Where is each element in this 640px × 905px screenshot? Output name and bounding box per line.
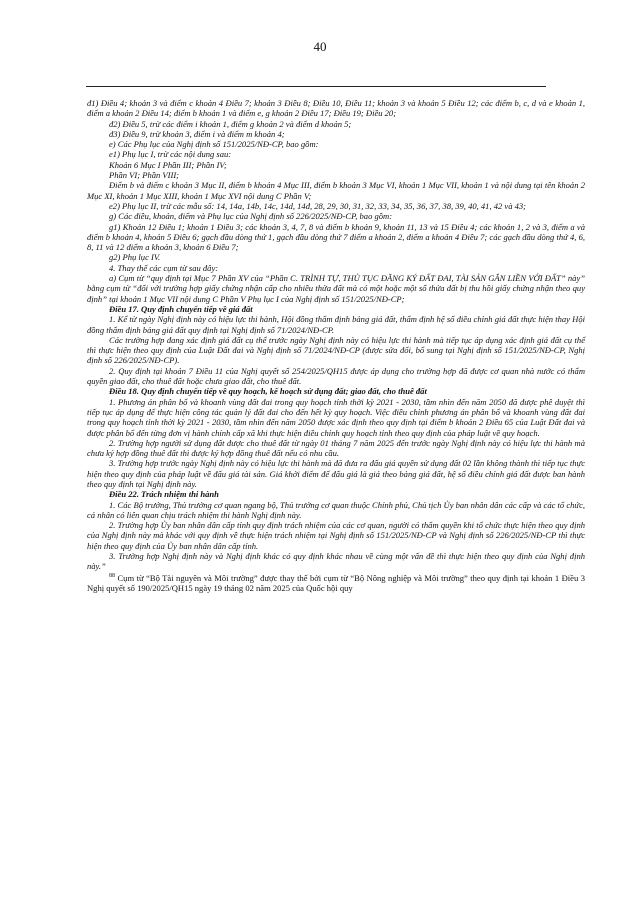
paragraph-e1-item-3: Điểm b và điểm c khoản 3 Mục II, điểm b khoản 4 Mục III, điểm b khoản 3 Mục VI, khoản 1 Mục VII, khoản 1 và nội dung tại tên khoản 2 Mục XI, khoản 1 Mục XIII, khoản 1 Mục XVI nội dung C Phần V; — [87, 180, 585, 201]
paragraph-d3: đ3) Điều 9, trừ khoản 3, điểm i và điểm m khoản 4; — [109, 128, 285, 139]
paragraph-g2: g2) Phụ lục IV. — [109, 252, 161, 263]
article-22-heading: Điều 22. Trách nhiệm thi hành — [109, 489, 219, 500]
article-17-heading: Điều 17. Quy định chuyển tiếp về giá đất — [109, 303, 253, 314]
paragraph-d1: đ1) Điều 4; khoản 3 và điểm c khoản 4 Điều 7; khoản 3 Điều 8; Điều 10, Điều 11; khoản 3 và khoản 5 Điều 12; các điểm b, c, d và e khoản 1, điểm a khoản 2 Điều 14; điểm b khoản 1 và điểm e, g khoản 2 Điều 17; Điều 19; Điều 20; — [87, 98, 585, 119]
footnote — [87, 573, 585, 594]
article-18-clause-3: 3. Trường hợp trước ngày Nghị định này có hiệu lực thi hành mà đã đưa ra đấu giá quyền sử dụng đất 02 lần không thành thì tiếp tục thực hiện theo quy định của pháp luật về đấu giá tài sản. Giá khởi điểm để đấu giá là giá theo bảng giá đất, hệ số điều chỉnh giá đất được ban hành theo quy định tại Nghị định này. — [87, 458, 585, 489]
paragraph-e1-item-2: Phần VI; Phần VIII; — [109, 170, 180, 181]
paragraph-e1-item-1: Khoản 6 Mục I Phần III; Phần IV; — [109, 159, 227, 170]
article-18-heading: Điều 18. Quy định chuyển tiếp về quy hoạch, kế hoạch sử dụng đất; giao đất, cho thuê đất — [109, 386, 427, 397]
article-18-clause-1: 1. Phương án phân bổ và khoanh vùng đất đai trong quy hoạch tỉnh thời kỳ 2021 - 2030, tầm nhìn đến năm 2050 đã được phê duyệt thì tiếp tục áp dụng để thực hiện công tác quản lý đất đai cho đến hết kỳ quy hoạch. Việc điều chỉnh phương án phân bổ và khoanh vùng đất đai trong quy hoạch tỉnh thời kỳ 2021 - 2030, tầm nhìn đến năm 2050 được xác định theo quy định tại điểm b khoản 2 Điều 65 của Luật Đất đai và được phân bổ đến từng đơn vị hành chính cấp xã khi thực hiện điều chỉnh quy hoạch tỉnh theo quy định của pháp luật về quy hoạch. — [87, 396, 585, 438]
paragraph-e2: e2) Phụ lục II, trừ các mẫu số: 14, 14a, 14b, 14c, 14d, 14đ, 28, 29, 30, 31, 32, 33, 34, 35, 36, 37, 38, 39, 40, 41, 42 và 43; — [109, 200, 527, 211]
page-number: 40 — [313, 39, 327, 54]
article-18-clause-2: 2. Trường hợp người sử dụng đất được cho thuê đất từ ngày 01 tháng 7 năm 2025 đến trước ngày Nghị định này có hiệu lực thi hành mà chưa ký hợp đồng thuê đất thì được ký hợp đồng thuê đất nếu có nhu cầu. — [87, 437, 585, 459]
paragraph-d2: đ2) Điều 5, trừ các điểm i khoản 1, điểm g khoản 2 và điểm d khoản 5; — [109, 118, 352, 129]
article-17-clause-1: 1. Kể từ ngày Nghị định này có hiệu lực thi hành, Hội đồng thẩm định bảng giá đất, thẩm định hệ số điều chỉnh giá đất thực hiện thay Hội đồng thẩm định bảng giá đất quy định tại Nghị định số 71/2024/NĐ-CP. — [87, 314, 585, 335]
paragraph-4a: a) Cụm từ “quy định tại Mục 7 Phần XV của “Phần C. TRÌNH TỰ, THỦ TỤC ĐĂNG KÝ ĐẤT ĐAI, TÀI SẢN GẮN LIỀN VỚI ĐẤT” này” bằng cụm từ “đối với trường hợp giấy chứng nhận cấp cho nhiều thửa đất mà có một hoặc một số thửa đất bị thu hồi giấy chứng nhận theo quy định” tại khoản 1 Mục VII nội dung C Phần V Phụ lục I của Nghị định số 151/2025/NĐ-CP; — [87, 273, 585, 304]
article-22-clause-2: 2. Trường hợp Ủy ban nhân dân cấp tỉnh quy định trách nhiệm của các cơ quan, người có thẩm quyền khi tổ chức thực hiện theo quy định của Nghị định này mà khác với quy định về thực hiện trách nhiệm tại Nghị định số 151/2025/NĐ-CP và Nghị định số 226/2025/NĐ-CP thì thực hiện theo quy định của Ủy ban nhân dân cấp tỉnh. — [87, 520, 585, 551]
article-22-clause-3: 3. Trường hợp Nghị định này và Nghị định khác có quy định khác nhau về cùng một vấn đề thì thực hiện theo quy định của Nghị định này.” — [87, 551, 585, 572]
paragraph-g1: g1) Khoản 12 Điều 1; khoản 1 Điều 3; các khoản 3, 4, 7, 8 và điểm b khoản 9, khoản 11, 13 và 15 Điều 4; các khoản 1, 2 và 3, điểm a và điểm b khoản 4, khoản 5 Điều 6; gạch đầu dòng thứ 1, gạch đầu dòng thứ 7 điểm a khoản 2, điểm a khoản 4 Điều 7; các gạch đầu dòng thứ 4, 6, 8, 11 và 12 điểm a khoản 3, khoản 6 Điều 7; — [87, 221, 585, 253]
paragraph-e: e) Các Phụ lục của Nghị định số 151/2025/NĐ-CP, bao gồm: — [109, 139, 319, 150]
article-17-clause-1b: Các trường hợp đang xác định giá đất cụ thể trước ngày Nghị định này có hiệu lực thi hành mà tiếp tục áp dụng xác định giá đất cụ thể thì thực hiện theo quy định của Luật Đất đai và Nghị định số 71/2024/NĐ-CP (được sửa đổi, bổ sung tại Nghị định số 151/2025/NĐ-CP, Nghị định số 226/2025/NĐ-CP). — [87, 334, 585, 366]
footnote-text: Cụm từ “Bộ Tài nguyên và Môi trường” được thay thế bởi cụm từ “Bộ Nông nghiệp và Môi trường” theo quy định tại khoản 1 Điều 3 Nghị quyết số 190/2025/QH15 ngày 19 tháng 02 năm 2025 của Quốc hội quy — [87, 572, 585, 593]
paragraph-e1: e1) Phụ lục I, trừ các nội dung sau: — [109, 149, 232, 160]
paragraph-4: 4. Thay thế các cụm từ sau đây: — [109, 262, 219, 273]
document-body — [87, 98, 585, 593]
header-rule — [86, 86, 546, 87]
paragraph-g: g) Các điều, khoản, điểm và Phụ lục của Nghị định số 226/2025/NĐ-CP, bao gồm: — [109, 211, 393, 222]
article-17-clause-2: 2. Quy định tại khoản 7 Điều 11 của Nghị quyết số 254/2025/QH15 được áp dụng cho trường hợp đã được cơ quan nhà nước có thẩm quyền giao đất, cho thuê đất hoặc chưa giao đất, cho thuê đất. — [87, 365, 585, 387]
footnote-number: 88 — [109, 572, 115, 579]
article-22-clause-1: 1. Các Bộ trưởng, Thủ trưởng cơ quan ngang bộ, Thủ trưởng cơ quan thuộc Chính phủ, Chủ tịch Ủy ban nhân dân các cấp và các tổ chức, cá nhân có liên quan chịu trách nhiệm thi hành Nghị định này. — [87, 499, 585, 520]
